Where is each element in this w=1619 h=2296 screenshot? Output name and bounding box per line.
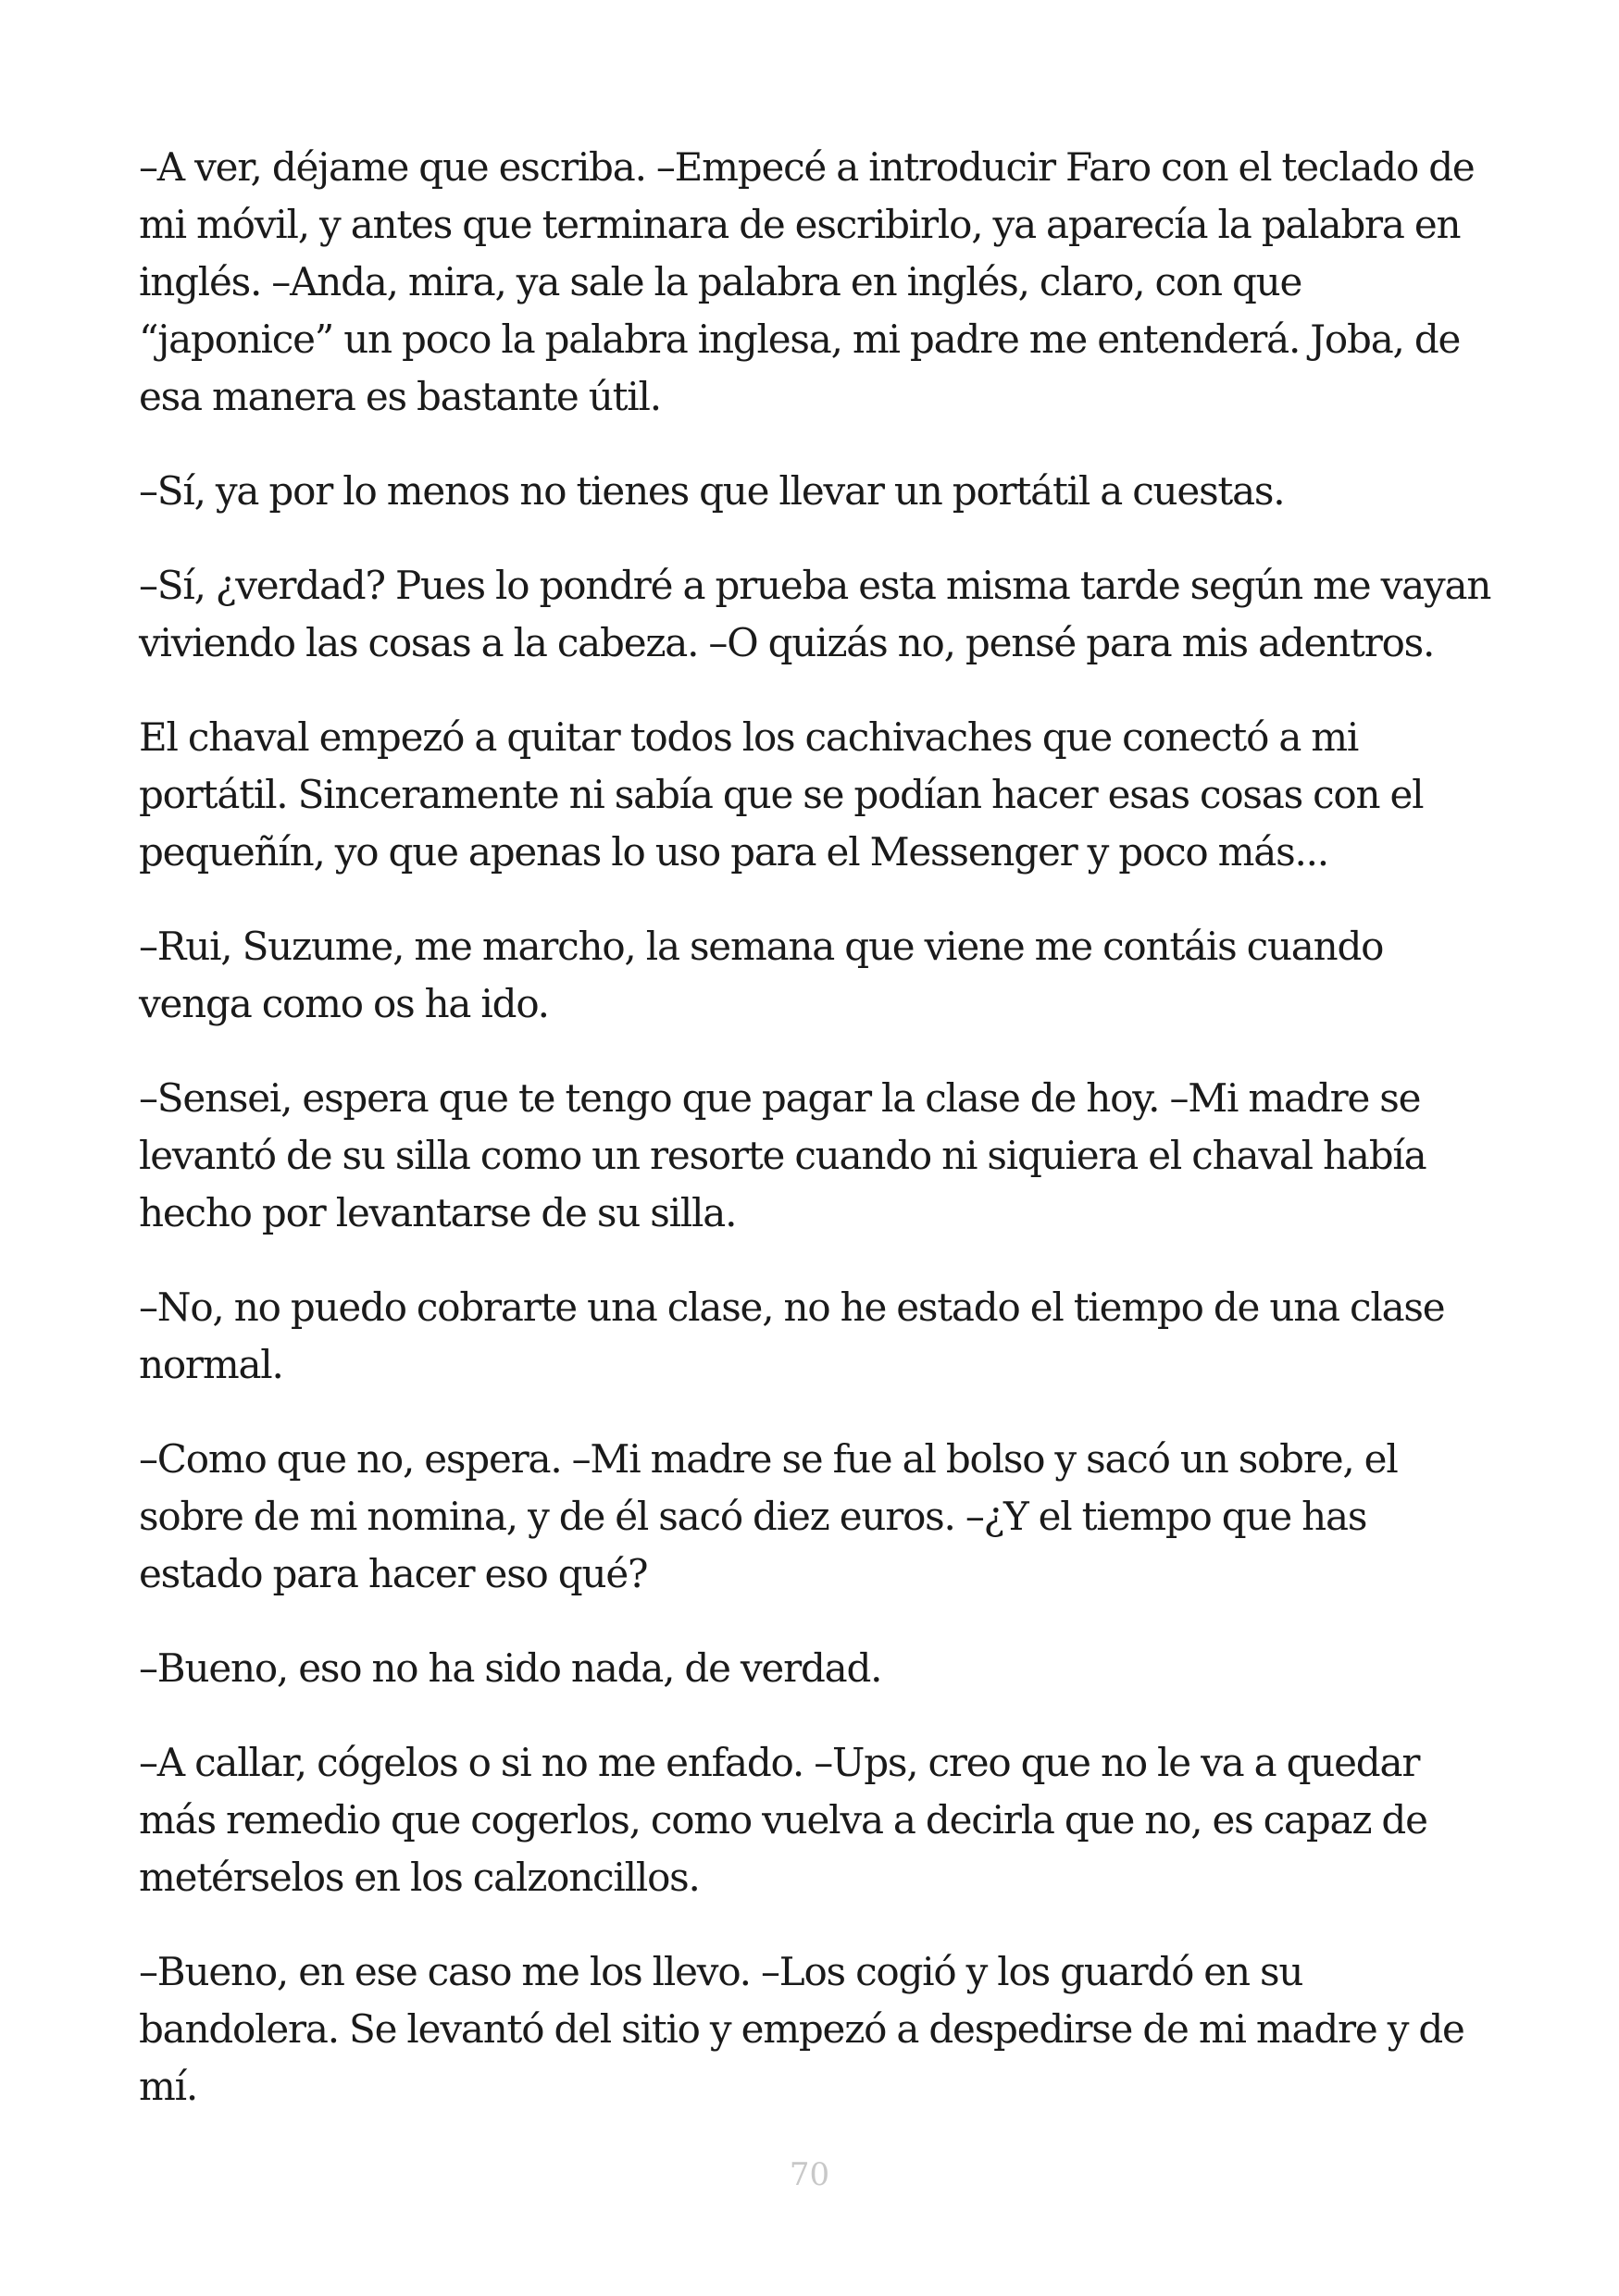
paragraph-9: –Bueno, eso no ha sido nada, de verdad. bbox=[139, 1645, 882, 1691]
paragraph-4: El chaval empezó a quitar todos los cachivaches que conectó a mi portátil. Sinceramente ni sabía que se podían hacer esas cosas con el pequeñín, yo que apenas lo uso para el Messenger y poco más... bbox=[139, 714, 1424, 875]
paragraph-10: –A callar, cógelos o si no me enfado. –Ups, creo que no le va a quedar más remedio que cogerlos, como vuelva a decirla que no, es capaz de metérselos en los calzoncillos. bbox=[139, 1740, 1427, 1900]
paragraph-8: –Como que no, espera. –Mi madre se fue al bolso y sacó un sobre, el sobre de mi nomina, y de él sacó diez euros. –¿Y el tiempo que has estado para hacer eso qué? bbox=[139, 1436, 1398, 1596]
paragraph-3: –Sí, ¿verdad? Pues lo pondré a prueba esta misma tarde según me vayan viviendo las cosas a la cabeza. –O quizás no, pensé para mis adentros. bbox=[139, 563, 1491, 665]
paragraph-7: –No, no puedo cobrarte una clase, no he estado el tiempo de una clase normal. bbox=[139, 1285, 1445, 1387]
page-number: 70 bbox=[789, 2156, 830, 2193]
paragraph-6: –Sensei, espera que te tengo que pagar la clase de hoy. –Mi madre se levantó de su silla como un resorte cuando ni siquiera el chaval había hecho por levantarse de su silla. bbox=[139, 1075, 1426, 1235]
paragraph-1: –A ver, déjame que escriba. –Empecé a introducir Faro con el teclado de mi móvil, y antes que terminara de escribirlo, ya aparecía la palabra en inglés. –Anda, mira, ya sale la palabra en inglés, claro, con que “japonice” un poco la palabra inglesa, mi padre me entenderá. Joba, de esa manera es bastante útil. bbox=[139, 144, 1475, 419]
paragraph-11: –Bueno, en ese caso me los llevo. –Los cogió y los guardó en su bandolera. Se levantó del sitio y empezó a despedirse de mi madre y de mí. bbox=[139, 1949, 1464, 2109]
paragraph-2: –Sí, ya por lo menos no tienes que llevar un portátil a cuestas. bbox=[139, 468, 1285, 514]
paragraph-5: –Rui, Suzume, me marcho, la semana que viene me contáis cuando venga como os ha ido. bbox=[139, 924, 1384, 1026]
body-text bbox=[139, 139, 1500, 2153]
